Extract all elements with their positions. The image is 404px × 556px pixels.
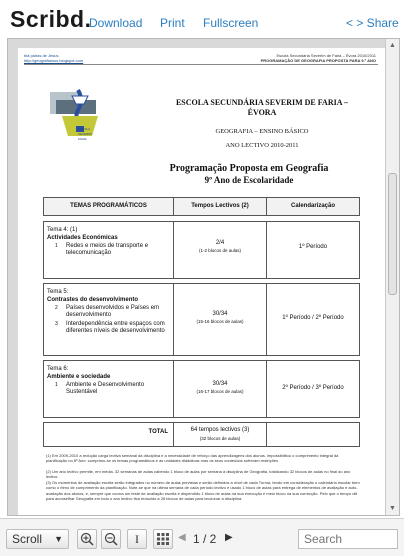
row-blocos: (15-16 blocos de aulas) [196, 319, 244, 324]
row-item-number: 1 [55, 243, 58, 249]
school-year: ANO LECTIVO 2010-2011 [225, 142, 299, 149]
thumbnails-button[interactable] [153, 529, 173, 549]
row-blocos: (1-2 blocos de aulas) [198, 248, 242, 253]
school-name-line2: ÉVORA [247, 108, 277, 117]
document-title: Programação Proposta em Geografia [169, 163, 329, 174]
grid-icon [157, 533, 169, 545]
row-item-number: 1 [55, 382, 58, 388]
table-header [43, 197, 360, 216]
footnote-1: (1) Em 2009-2010 a redução carga lectiva semanal da disciplina e a necessidade de reforço das aprendizagens dos alunos, impossibilitou o cumprimento integral da planificação no 8º Ano: cumprimo-se os temas programáticos e as unidades didácticas mas os seus conteúdos sofreram restrições [46, 453, 339, 464]
bottom-toolbar [0, 518, 404, 556]
logo-text-faria: FARIA [78, 137, 87, 141]
text-cursor-icon: I [135, 532, 139, 546]
subject-line: GEOGRAFIA – ENSINO BÁSICO [215, 128, 309, 135]
logo-text-escola: ESCOLA [78, 127, 91, 131]
table-row [43, 221, 360, 279]
table-row [43, 360, 360, 418]
row-tempos: 2/4 [215, 240, 225, 246]
row-tema: Tema 6: [47, 366, 69, 372]
total-value: 64 tempos lectivos (3) [190, 427, 250, 433]
scrollbar-thumb[interactable] [388, 173, 397, 295]
zoom-out-icon [104, 532, 118, 546]
download-link[interactable]: Download [89, 16, 143, 30]
document-viewer[interactable] [7, 38, 400, 516]
row-tema-name: Ambiente e sociedade [47, 374, 111, 380]
header-author: blá palras de Jesus [24, 53, 59, 58]
view-mode-label: Scroll [12, 532, 43, 546]
row-periodo: 1º Período [298, 244, 328, 250]
row-item-text: Interdependência entre espaços com diferentes níveis de desenvolvimento [66, 321, 165, 334]
total-label: TOTAL [148, 429, 168, 435]
row-item-text: Redes e meios de transporte e telecomunicação [66, 243, 149, 256]
total-blocos: (32 blocos de aulas) [199, 436, 241, 441]
header-programme: PROGRAMAÇÃO DE GEOGRAFIA PROPOSTA PARA 9.º ANO [260, 58, 376, 63]
row-item-number: 3 [55, 321, 58, 327]
header-divider [24, 64, 378, 65]
row-tema: Tema 4: (1) [47, 227, 78, 233]
row-blocos: (16-17 blocos de aulas) [196, 389, 244, 394]
header-blog-link[interactable]: http://geografiamus.blogspot.com [24, 58, 84, 63]
header-school: Escola Secundária Severim de Faria – Évora 2010/2011 [276, 53, 376, 58]
zoom-out-button[interactable] [101, 529, 121, 549]
share-link[interactable]: < > Share [346, 16, 399, 30]
view-mode-select[interactable] [6, 529, 69, 549]
next-page-icon[interactable]: ▶ [225, 532, 233, 543]
zoom-in-button[interactable] [77, 529, 97, 549]
document-subtitle: 9º Ano de Escolaridade [204, 175, 294, 185]
scribd-logo[interactable]: Scribd. [10, 6, 92, 32]
vertical-scrollbar[interactable] [385, 39, 399, 515]
row-tema-name: Actividades Económicas [47, 235, 118, 241]
fullscreen-link[interactable]: Fullscreen [203, 16, 259, 30]
search-input[interactable] [298, 529, 398, 549]
top-toolbar [0, 0, 404, 38]
school-name-line1: ESCOLA SECUNDÁRIA SEVERIM DE FARIA – [175, 98, 349, 107]
row-tempos: 30/34 [212, 381, 228, 387]
table-total-row [43, 422, 360, 447]
row-tema-name: Contrastes do desenvolvimento [47, 297, 139, 303]
row-tempos: 30/34 [212, 311, 228, 317]
column-header-tempos: Tempos Lectivos (2) [191, 203, 249, 209]
row-tema: Tema 5: [47, 289, 69, 295]
logo-text-severim: SEVERIM [78, 132, 92, 136]
text-select-button[interactable] [127, 529, 147, 549]
scroll-up-icon[interactable]: ▲ [389, 42, 396, 49]
page-indicator: 1 / 2 [193, 532, 217, 546]
print-link[interactable]: Print [160, 16, 185, 30]
row-item-number: 2 [55, 305, 58, 311]
scroll-down-icon[interactable]: ▼ [389, 505, 396, 512]
column-header-temas: TEMAS PROGRAMÁTICOS [70, 203, 147, 209]
zoom-in-icon [80, 532, 94, 546]
column-header-calendarizacao: Calendarização [290, 203, 336, 209]
document-page [18, 48, 386, 516]
row-periodo: 1º Período / 2º Período [282, 315, 344, 321]
chevron-down-icon: ▼ [54, 534, 63, 544]
footnote-3: (3) Os momentos de avaliação escrita serão integrados no número de aulas previstas e serão definidos a nível de cada Turma, tendo em consideração o calendário escolar bem como o ritmo de cumprimento da planificação. Note-se que na última semana de cada período lectivo é usado 1 bloco de aulas para entrega de elementos de avaliação e auto-avaliação dos alunos, e, sempre que ocorra um teste de avaliação escrita é dispendido 1 bloco de aulas na sua execução e meio bloco na sua correcção. Pelo que o tempo útil para aconselhar Geografia em todo o ano lectivo fica reduzido a 26 blocos de aulas para leccionar a disciplina. [46, 480, 360, 502]
row-item-text: Ambiente e Desenvolvimento Sustentável [66, 382, 145, 395]
footnote-2: (2) Um ano lectivo permite, em média, 32 semanas de aulas cabendo 1 bloco de aulas por semana à disciplina de Geografia, totalizando 32 blocos de aulas no final do ano lectivo. [46, 469, 351, 480]
row-periodo: 2º Período / 3º Período [282, 385, 344, 391]
table-row [43, 283, 360, 356]
school-logo [48, 86, 110, 148]
row-item-text: Países desenvolvidos e Países em desenvolvimento [66, 305, 160, 318]
previous-page-icon[interactable]: ◀ [178, 532, 186, 543]
